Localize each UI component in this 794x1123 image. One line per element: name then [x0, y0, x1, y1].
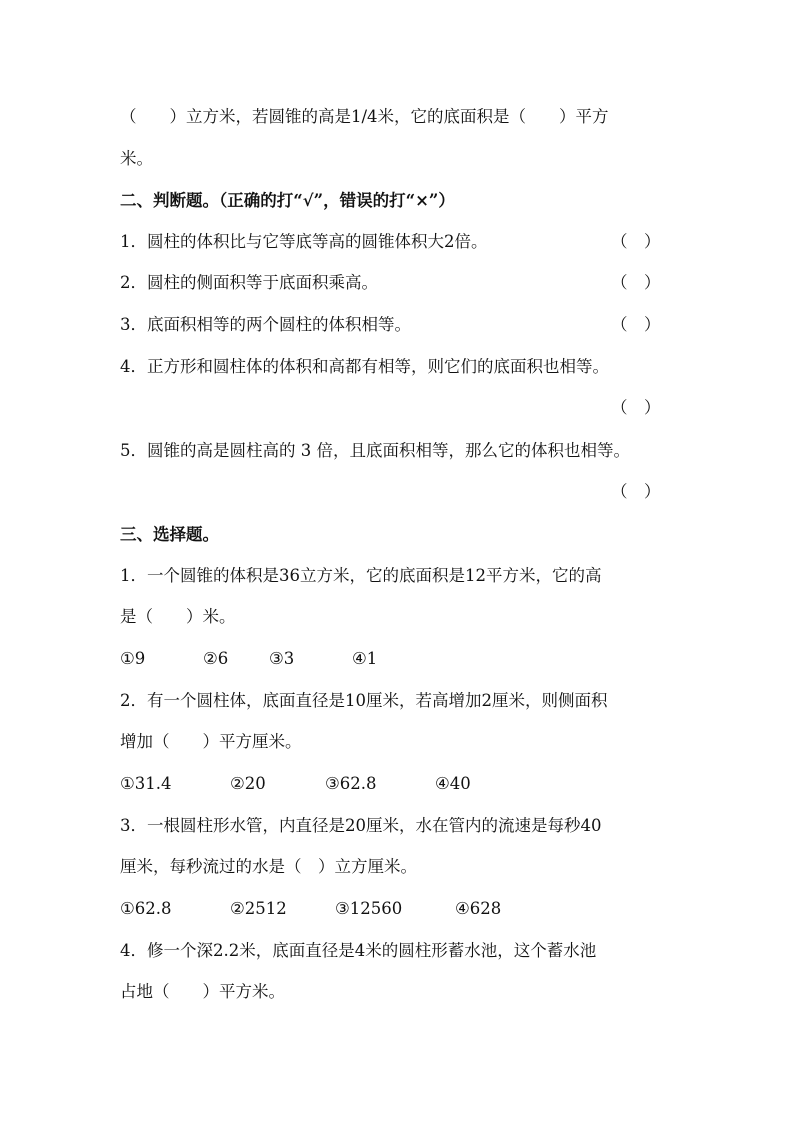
choice-q3-option-2[interactable]: ②2512 — [230, 899, 287, 918]
choice-q1-option-1[interactable]: ①9 — [120, 649, 146, 668]
choice-q4-line1: 4．修一个深2.2米，底面直径是4米的圆柱形蓄水池，这个蓄水池 — [120, 941, 597, 960]
choice-q2-option-1[interactable]: ①31.4 — [120, 774, 172, 793]
judge-item-1: 1．圆柱的体积比与它等底等高的圆锥体积大2倍。 — [120, 232, 488, 251]
choice-q2-option-4[interactable]: ④40 — [435, 774, 471, 793]
choice-q2-line1: 2．有一个圆柱体，底面直径是10厘米，若高增加2厘米，则侧面积 — [120, 691, 608, 710]
choice-q3-option-3[interactable]: ③12560 — [335, 899, 403, 918]
judge-answer-3[interactable]: （ ） — [611, 315, 661, 334]
intro-line-2: 米。 — [120, 149, 153, 168]
choice-q3-line1: 3．一根圆柱形水管，内直径是20厘米，水在管内的流速是每秒40 — [120, 816, 602, 835]
choice-q1-option-3[interactable]: ③3 — [269, 649, 295, 668]
judge-answer-4[interactable]: （ ） — [611, 398, 661, 417]
choice-q3-line2: 厘米，每秒流过的水是（ ）立方厘米。 — [120, 857, 417, 876]
choice-q2-line2: 增加（ ）平方厘米。 — [120, 732, 302, 751]
choice-q2-option-3[interactable]: ③62.8 — [325, 774, 377, 793]
judge-item-3: 3．底面积相等的两个圆柱的体积相等。 — [120, 315, 411, 334]
choice-q1-option-4[interactable]: ④1 — [352, 649, 378, 668]
judge-item-5: 5．圆锥的高是圆柱高的 3 倍，且底面积相等，那么它的体积也相等。 — [120, 441, 630, 460]
choice-q1-line1: 1．一个圆锥的体积是36立方米，它的底面积是12平方米，它的高 — [120, 566, 602, 585]
judge-item-2: 2．圆柱的侧面积等于底面积乘高。 — [120, 273, 378, 292]
judge-answer-2[interactable]: （ ） — [611, 273, 661, 292]
judge-item-4: 4．正方形和圆柱体的体积和高都有相等，则它们的底面积也相等。 — [120, 357, 609, 376]
choice-q1-line2: 是（ ）米。 — [120, 607, 236, 626]
choice-q3-option-1[interactable]: ①62.8 — [120, 899, 172, 918]
judge-answer-1[interactable]: （ ） — [611, 232, 661, 251]
choice-q3-option-4[interactable]: ④628 — [455, 899, 502, 918]
choice-q2-option-2[interactable]: ②20 — [230, 774, 266, 793]
section2-heading: 二、判断题。（正确的打“√”，错误的打“×”） — [120, 191, 455, 210]
choice-q4-line2: 占地（ ）平方米。 — [120, 982, 285, 1001]
section3-heading: 三、选择题。 — [120, 525, 219, 544]
intro-line-1: （ ）立方米，若圆锥的高是1/4米，它的底面积是（ ）平方 — [120, 107, 609, 126]
choice-q1-option-2[interactable]: ②6 — [203, 649, 229, 668]
judge-answer-5[interactable]: （ ） — [611, 482, 661, 501]
